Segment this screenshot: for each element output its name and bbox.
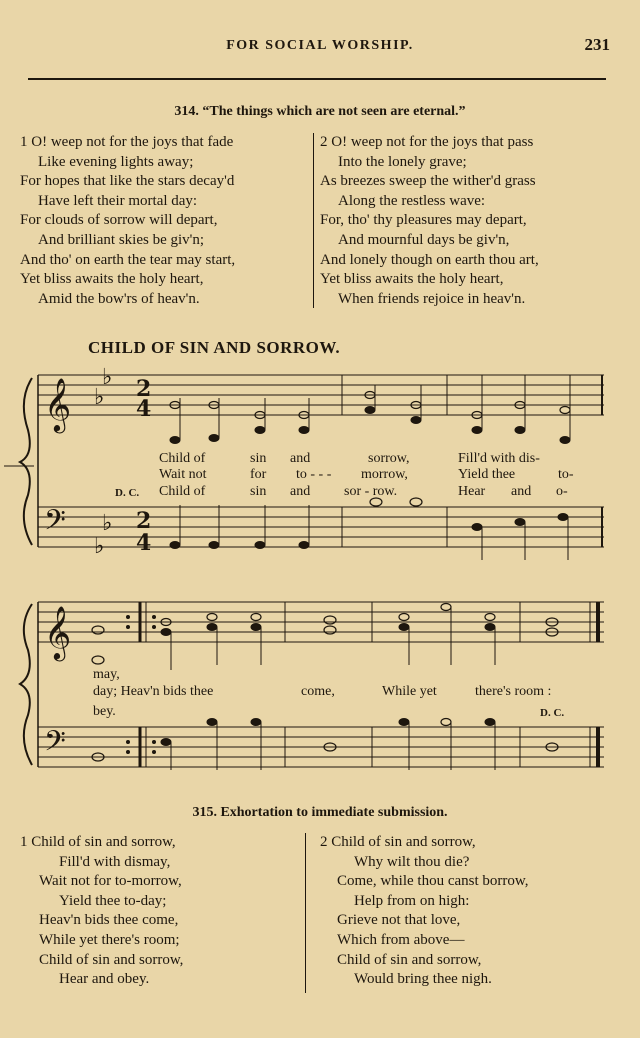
verse-line: While yet there's room; (39, 931, 180, 948)
treble-clef-icon: 𝄞 (44, 377, 72, 431)
verse-line: Along the restless wave: (338, 192, 486, 209)
verse-line: Heav'n bids thee come, (39, 912, 179, 929)
treble-clef-icon: 𝄞 (44, 605, 72, 659)
lyric-word: Yield thee (458, 467, 516, 482)
verse-line: 2 O! weep not for the joys that pass (320, 134, 534, 150)
verse-line: For, tho' thy pleasures may depart, (320, 212, 527, 229)
lyric-word: Child of (159, 484, 206, 499)
lyric-word: and (290, 451, 311, 466)
lyric-word: Hear (458, 484, 486, 499)
hymn-315-verse-2 (320, 833, 529, 990)
verse-line: Child of sin and sorrow, (39, 951, 184, 968)
verse-line: Fill'd with dismay, (59, 853, 171, 870)
verse-line: When friends rejoice in heav'n. (338, 290, 526, 307)
verse-line: Yet bliss awaits the holy heart, (20, 271, 204, 288)
verse-line: Amid the bow'rs of heav'n. (38, 290, 200, 307)
verse-line: Grieve not that love, (337, 912, 461, 929)
lyric-word: and (511, 484, 532, 499)
lyric-word: sin (250, 451, 267, 466)
verse-line: And mournful days be giv'n, (338, 231, 510, 248)
verse-line: And lonely though on earth thou art, (320, 251, 539, 268)
verse-line: And tho' on earth the tear may start, (20, 251, 236, 268)
hymn-314-title: 314. “The things which are not seen are eternal.” (174, 104, 466, 119)
lyric-word: bey. (93, 704, 116, 719)
svg-text:♭: ♭ (102, 511, 113, 536)
column-divider (305, 833, 306, 993)
tune-title: CHILD OF SIN AND SORROW. (88, 338, 341, 357)
svg-text:4: 4 (136, 396, 152, 422)
lyric-word: and (290, 484, 311, 499)
svg-text:4: 4 (136, 530, 152, 556)
lyric-word: may, (93, 667, 120, 682)
da-capo-marker: D. C. (540, 707, 565, 719)
hymn-315-verse-1 (20, 833, 183, 990)
lyric-word: to - - - (296, 467, 332, 482)
page-number: 231 (584, 35, 610, 54)
lyric-word: morrow, (361, 467, 408, 482)
verse-line: For clouds of sorrow will depart, (20, 212, 218, 229)
verse-line: Like evening lights away; (38, 153, 194, 170)
verse-line: As breezes sweep the wither'd grass (320, 173, 536, 190)
svg-text:2: 2 (136, 376, 152, 402)
svg-text:♭: ♭ (94, 534, 105, 559)
svg-text:2: 2 (136, 508, 152, 534)
verse-line: And brilliant skies be giv'n; (38, 231, 205, 248)
verse-line: 2 Child of sin and sorrow, (320, 834, 476, 850)
verse-line: Would bring thee nigh. (354, 971, 492, 988)
svg-text:♭: ♭ (102, 365, 113, 390)
lyric-word: Wait not (159, 467, 207, 482)
verse-line: 1 O! weep not for the joys that fade (20, 134, 234, 150)
lyric-word: there's room : (475, 684, 552, 699)
lyric-word: day; Heav'n bids thee (93, 684, 214, 699)
verse-line: Why wilt thou die? (354, 853, 470, 870)
verse-line: Yet bliss awaits the holy heart, (320, 271, 504, 288)
verse-line: Which from above— (337, 931, 465, 948)
running-header: FOR SOCIAL WORSHIP. (226, 38, 414, 53)
lyric-word: Fill'd with dis- (458, 451, 540, 466)
lyric-word: to- (558, 467, 574, 482)
verse-line: Help from on high: (354, 892, 470, 909)
verse-line: For hopes that like the stars decay'd (20, 173, 235, 190)
verse-line: Into the lonely grave; (338, 153, 467, 170)
bass-clef-icon: 𝄢 (44, 725, 66, 765)
lyric-word: o- (556, 484, 568, 499)
svg-text:♭: ♭ (94, 385, 105, 410)
da-capo-marker: D. C. (115, 487, 140, 499)
verse-line: Have left their mortal day: (38, 192, 198, 209)
verse-line: Child of sin and sorrow, (337, 951, 482, 968)
verse-line: Hear and obey. (59, 971, 150, 988)
verse-line: Yield thee to-day; (59, 892, 167, 909)
lyric-word: sor - row. (344, 484, 398, 499)
lyric-word: sorrow, (368, 451, 410, 466)
verse-line: Wait not for to-morrow, (39, 873, 182, 890)
hymn-315-title: 315. Exhortation to immediate submission. (192, 805, 448, 820)
lyric-word: come, (301, 684, 335, 699)
lyric-word: Child of (159, 451, 206, 466)
verse-line: Come, while thou canst borrow, (337, 873, 529, 890)
verse-line: 1 Child of sin and sorrow, (20, 834, 176, 850)
lyric-word: for (250, 467, 267, 482)
bass-clef-icon: 𝄢 (44, 504, 66, 544)
lyric-word: sin (250, 484, 267, 499)
lyric-word: While yet (382, 684, 437, 699)
